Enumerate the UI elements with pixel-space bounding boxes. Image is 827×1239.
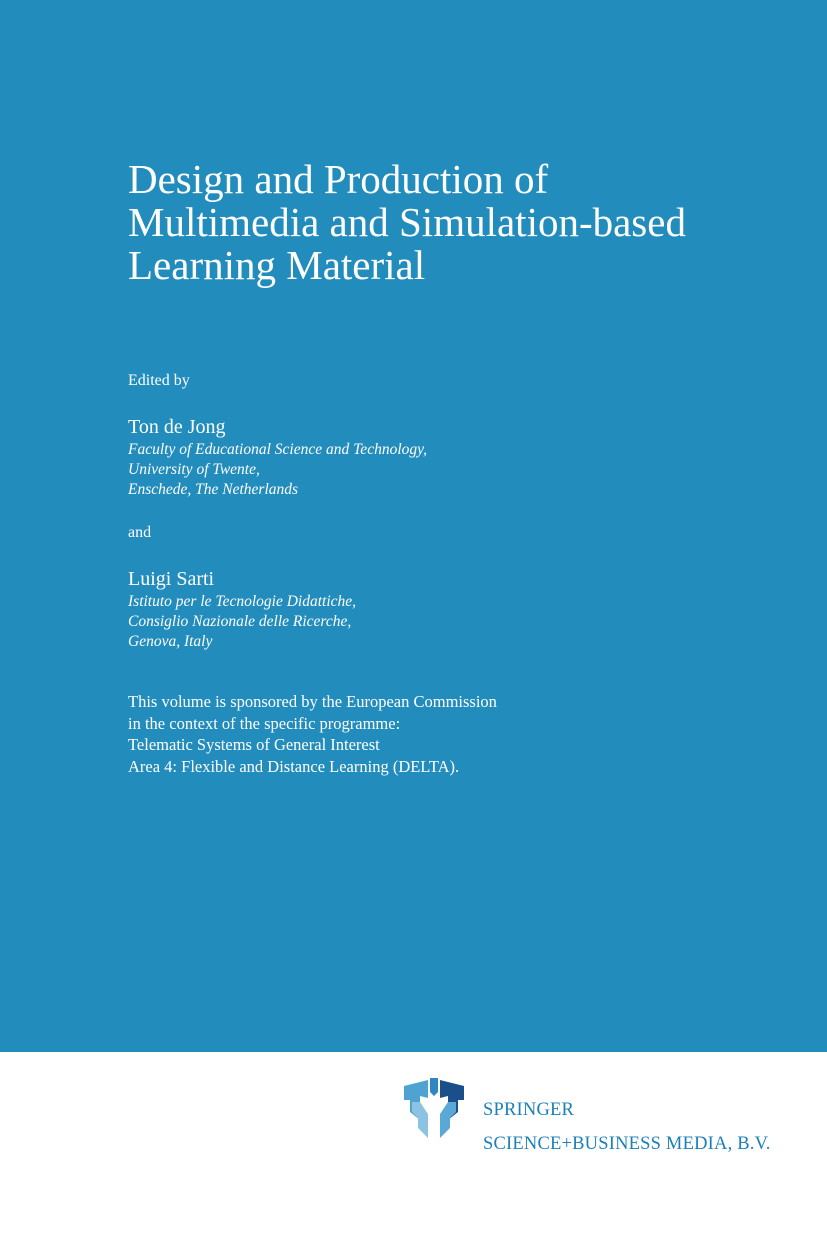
editor-1-affiliation-line: Faculty of Educational Science and Technology, xyxy=(128,441,428,458)
sponsor-line: in the context of the specific programme: xyxy=(128,713,401,733)
and-label: and xyxy=(128,524,152,541)
springer-chess-knight-logo-icon xyxy=(402,1074,466,1140)
book-title xyxy=(128,158,808,287)
editor-2-affiliation-line: Consiglio Nazionale delle Ricerche, xyxy=(128,613,352,630)
title-line-1: Design and Production of xyxy=(128,156,549,202)
publisher-name-line-2: SCIENCE+BUSINESS MEDIA, B.V. xyxy=(483,1134,771,1154)
editor-1-affiliation-line: University of Twente, xyxy=(128,461,260,478)
editor-2-name: Luigi Sarti xyxy=(128,568,215,590)
editor-1-affiliation-line: Enschede, The Netherlands xyxy=(128,481,299,498)
edited-by-label: Edited by xyxy=(128,372,190,389)
editor-2-affiliation xyxy=(128,592,356,652)
title-line-3: Learning Material xyxy=(128,242,426,288)
editor-1-name: Ton de Jong xyxy=(128,416,226,438)
sponsor-line: Telematic Systems of General Interest xyxy=(128,735,380,754)
publisher-name-line-1: SPRINGER xyxy=(483,1100,575,1120)
editor-2-affiliation-line: Istituto per le Tecnologie Didattiche, xyxy=(128,593,357,610)
sponsor-line: Area 4: Flexible and Distance Learning (DELTA). xyxy=(128,756,460,776)
sponsor-line: This volume is sponsored by the European Commission xyxy=(128,692,497,711)
editor-1-affiliation xyxy=(128,440,427,500)
title-line-2: Multimedia and Simulation-based xyxy=(128,199,686,245)
editor-2-affiliation-line: Genova, Italy xyxy=(128,633,213,650)
sponsor-note xyxy=(128,691,497,777)
